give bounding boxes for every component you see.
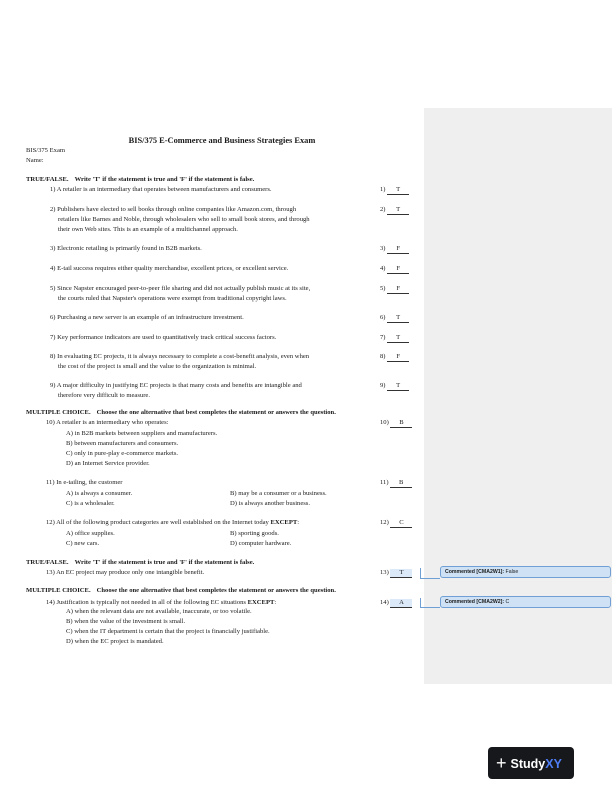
answer-blank[interactable]: T: [390, 569, 412, 578]
option-d[interactable]: D) when the EC project is mandated.: [66, 638, 164, 645]
question-6: 6) Purchasing a new server is an example of an infrastructure investment.: [50, 314, 244, 321]
answer-10: 10) B: [380, 418, 412, 428]
option-c[interactable]: C) only in pure-play e-commerce markets.: [66, 450, 179, 457]
section-title: TRUE/FALSE.: [26, 176, 69, 183]
option-b[interactable]: B) sporting goods.: [230, 530, 279, 537]
option-a[interactable]: A) is always a consumer.: [66, 490, 133, 497]
answer-blank[interactable]: T: [387, 382, 409, 391]
option-b[interactable]: B) may be a consumer or a business.: [230, 490, 327, 497]
answer-11: 11) B: [380, 478, 412, 488]
question-3: 3) Electronic retailing is primarily found in B2B markets.: [50, 245, 202, 252]
plus-icon: +: [496, 753, 507, 773]
option-c[interactable]: C) when the IT department is certain that the project is financially justifiable.: [66, 628, 270, 635]
answer-14: 14) A: [380, 598, 412, 608]
question-2: 2) Publishers have elected to sell books through online companies like Amazon.com, through retailers like Barnes and Noble, through wholesalers who sell to small book stores, and through their own Web sites. This is an example of a multichannel approach.: [50, 206, 310, 233]
answer-blank[interactable]: F: [387, 285, 409, 294]
answer-8: 8) F: [380, 352, 409, 362]
answer-blank[interactable]: T: [387, 334, 409, 343]
answer-blank[interactable]: A: [390, 599, 412, 608]
comment-connector: [420, 568, 421, 578]
comment-bubble[interactable]: [440, 596, 611, 608]
question-13: 13) An EC project may produce only one intangible benefit.: [46, 569, 205, 576]
comment-connector: [420, 598, 421, 607]
comment-connector: [420, 607, 440, 608]
answer-12: 12) C: [380, 518, 412, 528]
question-10: 10) A retailer is an intermediary who operates:: [46, 419, 169, 426]
option-b[interactable]: B) when the value of the investment is small.: [66, 618, 186, 625]
answer-blank[interactable]: C: [390, 519, 412, 528]
comment-label: Commented [CMA2W2]:: [445, 599, 505, 605]
option-b[interactable]: B) between manufacturers and consumers.: [66, 440, 179, 447]
answer-blank[interactable]: B: [390, 419, 412, 428]
answer-13: 13) T: [380, 568, 412, 578]
section-heading-multiple-choice: MULTIPLE CHOICE. Choose the one alternative that best completes the statement or answers the question.: [26, 409, 336, 416]
comment-text: False: [505, 569, 519, 575]
question-1: 1) A retailer is an intermediary that operates between manufacturers and consumers.: [50, 186, 272, 193]
name-label: Name:: [26, 157, 44, 164]
comment-connector: [420, 578, 440, 579]
answer-blank[interactable]: T: [387, 314, 409, 323]
question-7: 7) Key performance indicators are used to quantitatively track critical success factors.: [50, 334, 277, 341]
option-a[interactable]: A) office supplies.: [66, 530, 115, 537]
question-11: 11) In e-tailing, the customer: [46, 479, 123, 486]
answer-blank[interactable]: F: [387, 353, 409, 362]
answer-blank[interactable]: F: [387, 265, 409, 274]
question-12: 12) All of the following product categories are well established on the Internet today EXCEPT:: [46, 519, 300, 526]
answer-blank[interactable]: B: [390, 479, 412, 488]
studyxy-logo[interactable]: + StudyXY: [488, 747, 574, 779]
answer-9: 9) T: [380, 381, 409, 391]
option-d[interactable]: D) is always another business.: [230, 500, 311, 507]
question-14: 14) Justification is typically not needed in all of the following EC situations EXCEPT:: [46, 599, 277, 606]
section-heading-true-false: TRUE/FALSE. Write 'T' if the statement is true and 'F' if the statement is false.: [26, 559, 255, 566]
section-heading-multiple-choice: MULTIPLE CHOICE. Choose the one alternative that best completes the statement or answers the question.: [26, 587, 336, 594]
section-instructions: Write 'T' if the statement is true and 'F' if the statement is false.: [74, 176, 255, 183]
option-a[interactable]: A) when the relevant data are not available, inaccurate, or too volatile.: [66, 608, 252, 615]
comment-label: Commented [CMA2W1]:: [445, 569, 505, 575]
answer-6: 6) T: [380, 313, 409, 323]
answer-1: 1) T: [380, 185, 409, 195]
question-4: 4) E-tail success requires either quality merchandise, excellent prices, or excellent service.: [50, 265, 289, 272]
option-a[interactable]: A) in B2B markets between suppliers and manufacturers.: [66, 430, 218, 437]
question-8: 8) In evaluating EC projects, it is always necessary to complete a cost-benefit analysis, even when the cost of the project is small and the value to the organization is minimal.: [50, 353, 310, 370]
answer-7: 7) T: [380, 333, 409, 343]
answer-2: 2) T: [380, 205, 409, 215]
answer-blank[interactable]: T: [387, 186, 409, 195]
question-5: 5) Since Napster encouraged peer-to-peer file sharing and did not actually publish music at its site, the courts ruled that Napster's operations were exempt from traditional copyright laws.: [50, 285, 311, 302]
answer-3: 3) F: [380, 244, 409, 254]
answer-blank[interactable]: T: [387, 206, 409, 215]
option-c[interactable]: C) new cars.: [66, 540, 100, 547]
answer-4: 4) F: [380, 264, 409, 274]
comment-bubble[interactable]: [440, 566, 611, 578]
page-title: BIS/375 E-Commerce and Business Strategies Exam: [128, 136, 316, 145]
course-label: BIS/375 Exam: [26, 147, 66, 154]
question-9: 9) A major difficulty in justifying EC projects is that many costs and benefits are intangible and therefore very difficult to measure.: [50, 382, 302, 399]
comment-text: C: [505, 599, 510, 605]
option-d[interactable]: D) computer hardware.: [230, 540, 292, 547]
answer-5: 5) F: [380, 284, 409, 294]
answer-blank[interactable]: F: [387, 245, 409, 254]
option-c[interactable]: C) is a wholesaler.: [66, 500, 115, 507]
option-d[interactable]: D) an Internet Service provider.: [66, 460, 150, 467]
section-heading-true-false: [26, 177, 254, 184]
